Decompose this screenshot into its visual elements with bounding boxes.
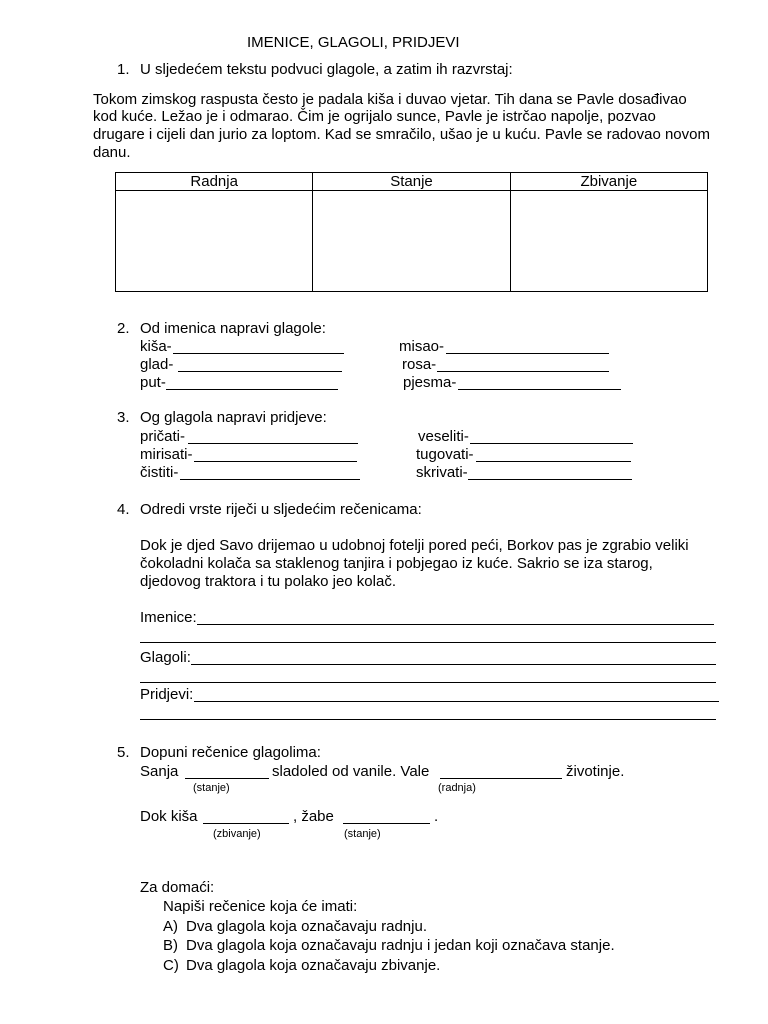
q3-word-label: veseliti-	[418, 428, 469, 445]
table-cell-zbivanje[interactable]	[510, 191, 707, 292]
q4-text-line: čokoladni kolača sa staklenog tanjira i pobjegao iz kuće. Sakrio se iza starog,	[140, 555, 653, 572]
label-pridjevi: Pridjevi:	[140, 686, 194, 703]
q1-text-line: Tokom zimskog raspusta često je padala kiša i duvao vjetar. Tih dana se Pavle dosađivao	[93, 91, 687, 108]
table-header-radnja: Radnja	[116, 173, 313, 191]
q5-sentence2-part: .	[434, 808, 439, 825]
page-title: IMENICE, GLAGOLI, PRIDJEVI	[247, 34, 460, 51]
q5-sentence1-part: životinje.	[566, 763, 625, 780]
q5-sentence1-part: Sanja	[140, 763, 179, 780]
answer-line[interactable]	[180, 479, 360, 480]
homework-intro: Napiši rečenice koja će imati:	[163, 898, 358, 915]
answer-line[interactable]	[166, 389, 338, 390]
q4-text-line: djedovog traktora i tu polako jeo kolač.	[140, 573, 396, 590]
q3-word-label: pričati-	[140, 428, 186, 445]
q3-number: 3.	[117, 409, 130, 426]
homework-item-text: Dva glagola koja označavaju zbivanje.	[186, 957, 441, 974]
q1-text-line: kod kuće. Ležao je i odmarao. Čim je ogrijalo sunce, Pavle je istrčao napolje, pozvao	[93, 108, 656, 125]
q1-text-line: drugare i cijeli dan jurio za loptom. Kad se smračilo, ušao je u kuću. Pavle se radovao novom	[93, 126, 710, 143]
homework-item-text: Dva glagola koja označavaju radnju.	[186, 918, 427, 935]
q2-word-label: misao-	[399, 338, 445, 355]
q3-word-label: čistiti-	[140, 464, 179, 481]
q4-instruction: Odredi vrste riječi u sljedećim rečenicama:	[140, 501, 422, 518]
table-cell-stanje[interactable]	[313, 191, 510, 292]
q2-word-label: glad-	[140, 356, 174, 373]
answer-line[interactable]	[185, 778, 269, 779]
q3-word-label: mirisati-	[140, 446, 193, 463]
answer-line[interactable]	[458, 389, 621, 390]
hint-stanje: (stanje)	[344, 828, 381, 840]
q1-instruction: U sljedećem tekstu podvuci glagole, a zatim ih razvrstaj:	[140, 61, 513, 78]
homework-item-letter: B)	[163, 937, 178, 954]
answer-line[interactable]	[446, 353, 609, 354]
answer-line[interactable]	[437, 371, 609, 372]
q2-word-label: pjesma-	[403, 374, 457, 391]
answer-line[interactable]	[191, 664, 716, 665]
verb-classification-table	[115, 172, 708, 292]
q2-word-label: rosa-	[402, 356, 437, 373]
answer-line[interactable]	[470, 443, 633, 444]
label-imenice: Imenice:	[140, 609, 197, 626]
q3-instruction: Og glagola napravi pridjeve:	[140, 409, 327, 426]
homework-item-text: Dva glagola koja označavaju radnju i jedan koji označava stanje.	[186, 937, 615, 954]
answer-line[interactable]	[178, 371, 342, 372]
label-glagoli: Glagoli:	[140, 649, 191, 666]
answer-line[interactable]	[140, 719, 716, 720]
q1-number: 1.	[117, 61, 130, 78]
q4-text-line: Dok je djed Savo drijemao u udobnoj fotelji pored peći, Borkov pas je zgrabio veliki	[140, 537, 689, 554]
q5-sentence2-part: Dok kiša	[140, 808, 198, 825]
q1-text-line: danu.	[93, 144, 131, 161]
answer-line[interactable]	[476, 461, 631, 462]
answer-line[interactable]	[343, 823, 430, 824]
q2-instruction: Od imenica napravi glagole:	[140, 320, 326, 337]
answer-line[interactable]	[203, 823, 289, 824]
q3-word-label: tugovati-	[416, 446, 474, 463]
q5-sentence1-part: sladoled od vanile. Vale	[272, 763, 430, 780]
q4-number: 4.	[117, 501, 130, 518]
q2-word-label: kiša-	[140, 338, 172, 355]
answer-line[interactable]	[188, 443, 358, 444]
homework-item-letter: C)	[163, 957, 179, 974]
answer-line[interactable]	[197, 624, 714, 625]
q2-number: 2.	[117, 320, 130, 337]
q3-word-label: skrivati-	[416, 464, 468, 481]
answer-line[interactable]	[194, 701, 719, 702]
table-header-zbivanje: Zbivanje	[510, 173, 707, 191]
answer-line[interactable]	[140, 682, 716, 683]
homework-title: Za domaći:	[140, 879, 215, 896]
hint-zbivanje: (zbivanje)	[213, 828, 261, 840]
q2-word-label: put-	[140, 374, 166, 391]
table-cell-radnja[interactable]	[116, 191, 313, 292]
answer-line[interactable]	[173, 353, 344, 354]
hint-radnja: (radnja)	[438, 782, 476, 794]
q5-sentence2-part: , žabe	[293, 808, 334, 825]
homework-item-letter: A)	[163, 918, 178, 935]
answer-line[interactable]	[468, 479, 632, 480]
q5-number: 5.	[117, 744, 130, 761]
table-header-stanje: Stanje	[313, 173, 510, 191]
answer-line[interactable]	[194, 461, 357, 462]
hint-stanje: (stanje)	[193, 782, 230, 794]
q5-instruction: Dopuni rečenice glagolima:	[140, 744, 321, 761]
answer-line[interactable]	[440, 778, 562, 779]
answer-line[interactable]	[140, 642, 716, 643]
